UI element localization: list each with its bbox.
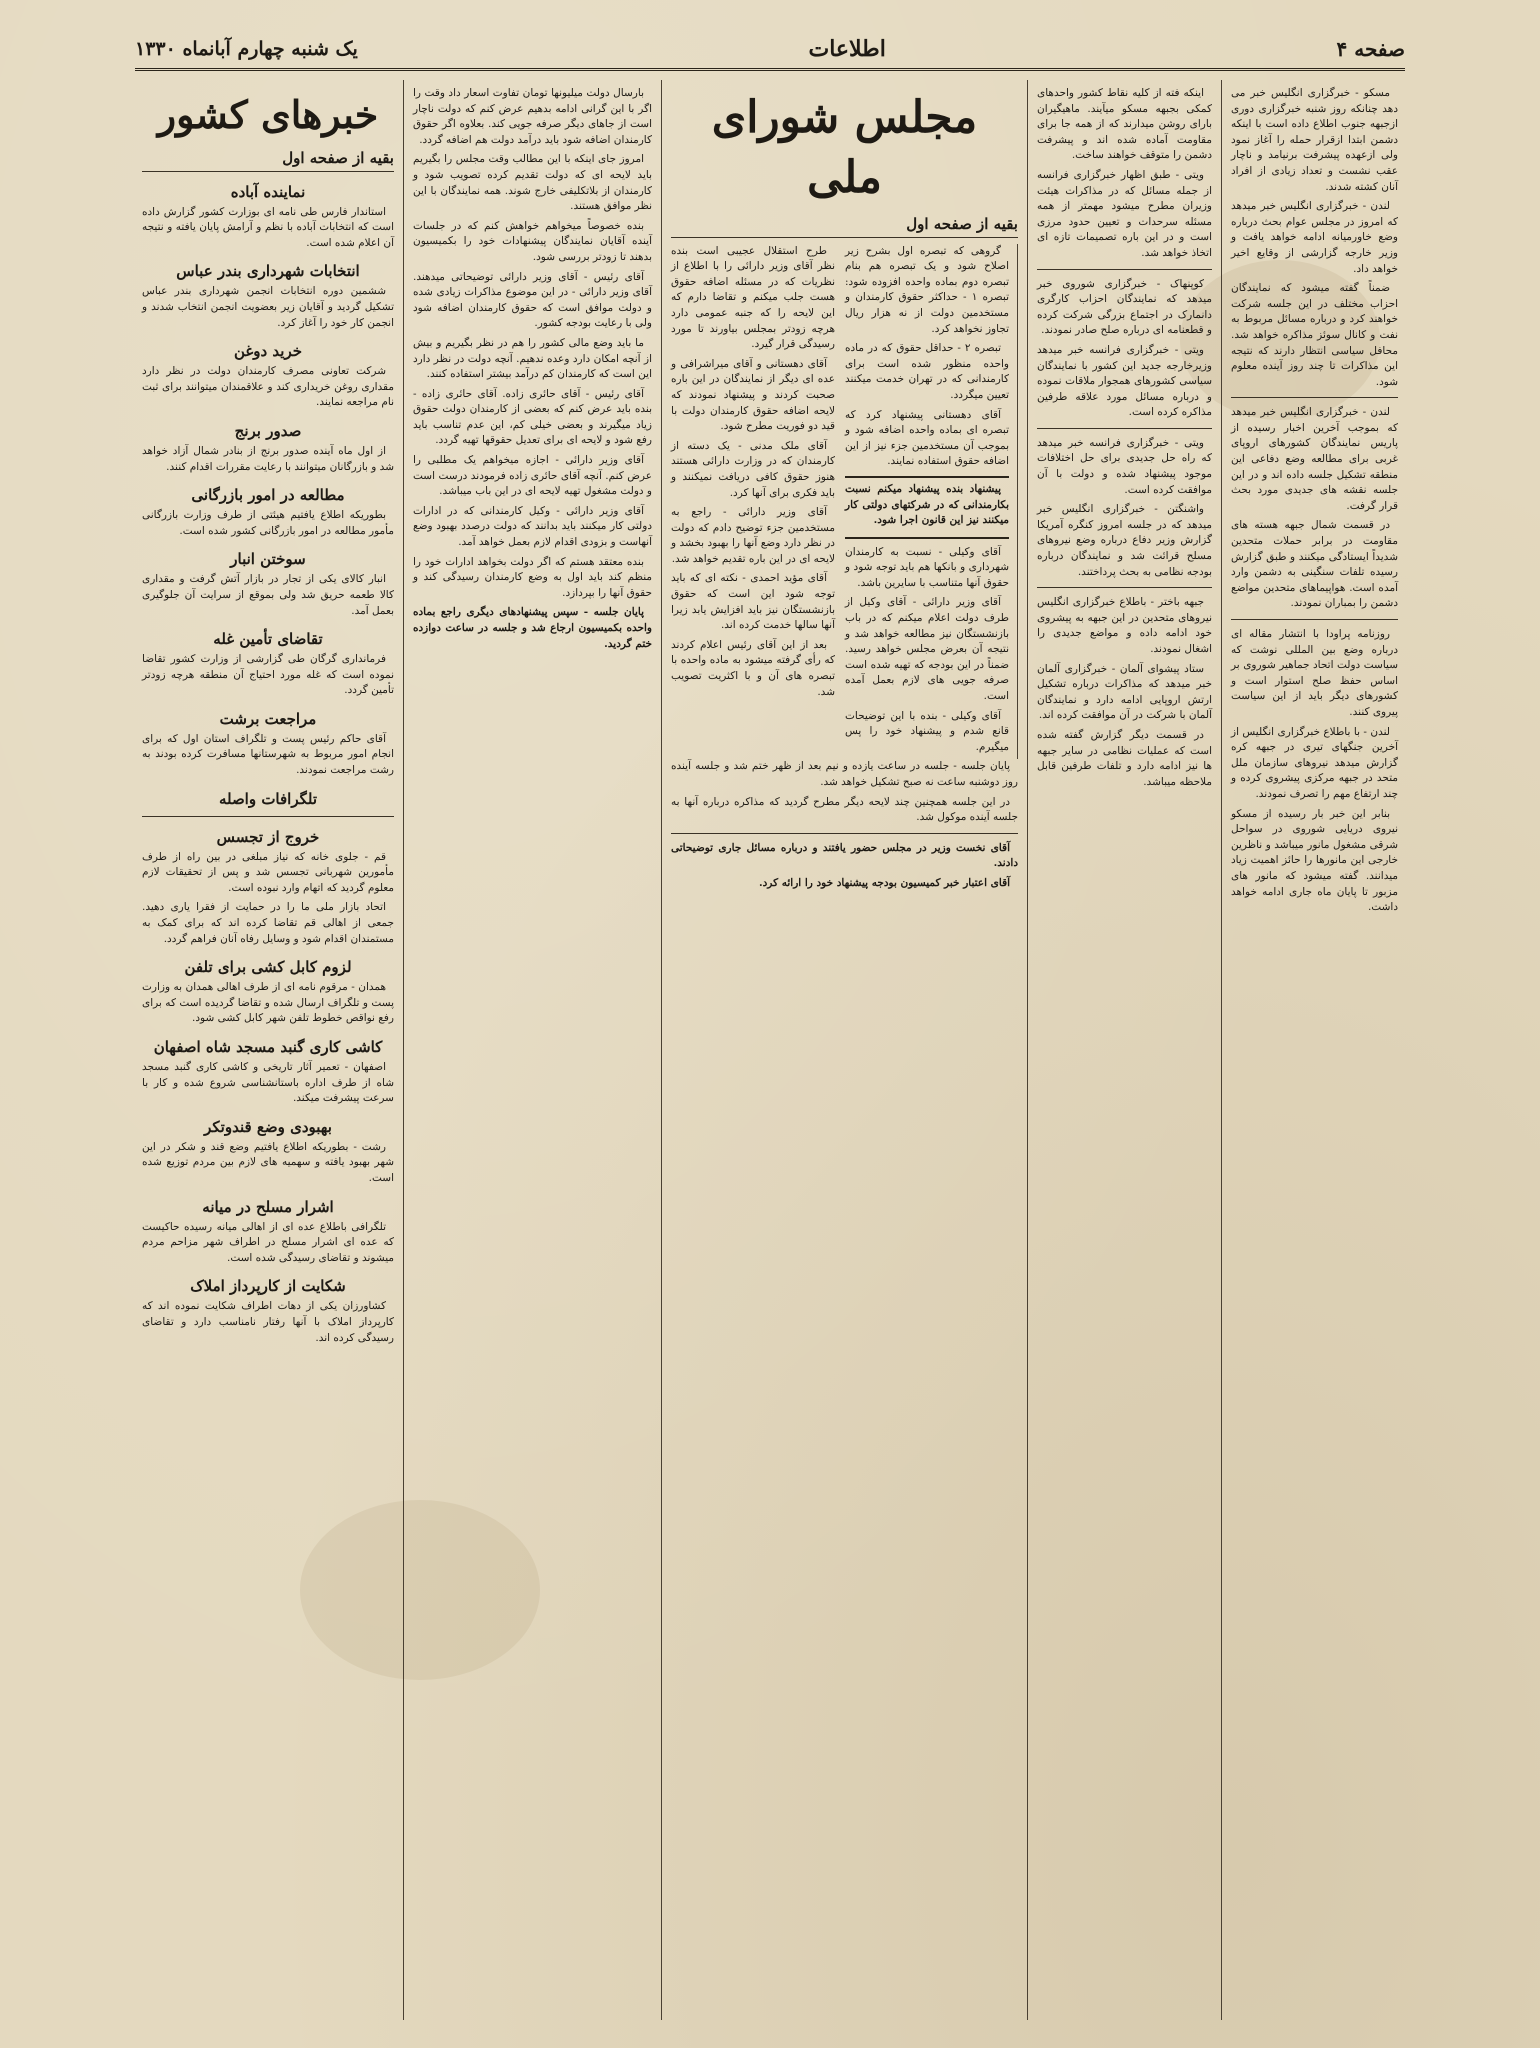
news-paragraph: شرکت تعاونی مصرف کارمندان دولت در نظر دارد مقداری روغن خریداری کند و علاقمندان میتوانند برای ثبت نام مراجعه نمایند. — [142, 365, 394, 409]
article-paragraph: بارسال دولت میلیونها تومان تفاوت اسعار داد وقت را اگر با این گرانی ادامه بدهیم عرض کنم که دولت ناچار است از جاهای دیگر صرفه جویی کند. بعلاوه اگر حقوق کارمندان اضافه شود باید درآمد دولت هم اضافه گردد. — [413, 87, 652, 146]
news-paragraph: کشاورزان یکی از دهات اطراف شکایت نموده اند که کارپرداز املاک با آنها رفتار نامناسب دارد و تقاضای رسیدگی کرده اند. — [142, 1300, 394, 1344]
article-paragraph: لندن - خبرگزاری انگلیس خبر میدهد که امروز در مجلس عوام بحث درباره وضع خاورمیانه ادامه خواهد یافت و وزیر خارجه گزارشی از وقایع اخیر خواهد داد. — [1231, 200, 1398, 275]
article-paragraph: روزنامه پراودا با انتشار مقاله ای درباره وضع بین المللی نوشت که سیاست دولت اتحاد جماهیر شوروی بر اساس حفظ صلح استوار است و کشورهای دیگر باید از این سیاست پیروی کنند. — [1231, 628, 1398, 718]
majlis-subcolumn-right — [671, 244, 835, 760]
news-paragraph: آقای حاکم رئیس پست و تلگراف استان اول که برای انجام امور مربوط به شهرستانها مسافرت کرده بودند به رشت مراجعت نمودند. — [142, 732, 394, 777]
issue-date: یک شنبه چهارم آبانماه ۱۳۳۰ — [135, 38, 358, 60]
majlis-continuation-column — [403, 80, 661, 2020]
article-paragraph: مسکو - خبرگزاری انگلیس خبر می دهد چنانکه روز شنبه خبرگزاری دوری ازجبهه جنوب اطلاع داده است با اینکه دشمن ابتدا ازقرار حمله را آغاز نمود ولی ازعهده پیشرفت برنیامد و ناچار عقب نشست و تعداد زیادی از افراد آنان کشته شدند. — [1231, 87, 1398, 193]
article-paragraph: در این جلسه همچنین چند لایحه دیگر مطرح گردید که مذاکره درباره آنها به جلسه آینده موکول شد. — [671, 795, 1018, 824]
article-paragraph: امروز جای اینکه با این مطالب وقت مجلس را بگیریم باید لایحه ای که دولت تقدیم کرده تصویب شود و کارمندان از بلاتکلیفی خارج شوند. همه نمایندگان با این نظر موافق هستند. — [413, 153, 652, 213]
majlis-subcolumn-left — [845, 244, 1018, 760]
article-paragraph: آقای وکیلی - بنده با این توضیحات قانع شدم و پیشنهاد خود را پس میگیرم. — [845, 709, 1009, 753]
foreign-news-column-2 — [1027, 80, 1221, 2020]
divider — [1037, 428, 1212, 429]
article-paragraph: ستاد پیشوای آلمان - خبرگزاری آلمان خبر میدهد که مذاکرات درباره تشکیل ارتش اروپایی ادامه دارد و نمایندگان آلمان با شرکت در آن موافقت کرده اند. — [1037, 662, 1212, 722]
divider — [671, 833, 1018, 834]
news-heading: مطالعه در امور بازرگانی — [191, 486, 345, 505]
divider — [1037, 587, 1212, 588]
divider — [142, 816, 394, 817]
article-paragraph: آقای وکیلی - نسبت به کارمندان شهرداری و بانکها هم باید توجه شود و حقوق آنها متناسب با سایرین باشد. — [845, 545, 1009, 589]
article-paragraph: پایان جلسه - جلسه در ساعت یازده و نیم بعد از ظهر ختم شد و جلسه آینده روز دوشنبه ساعت نه صبح تشکیل خواهد شد. — [671, 760, 1018, 788]
article-paragraph: اینکه فته از کلیه نقاط کشور واحدهای کمکی بجبهه مسکو میآیند. ماهیگیران بارای روشن میدارند که از همه جا برای مقاومت آماده شده اند و پیشرفت دشمن را متوقف خواهند ساخت. — [1037, 87, 1212, 162]
news-heading: خروج از تجسس — [216, 827, 320, 846]
article-paragraph: ما باید وضع مالی کشور را هم در نظر بگیریم و بیش از آنچه امکان دارد وعده ندهیم. آنچه دولت در نظر دارد این است که کارمندان کم درآمد بیشتر استفاده کنند. — [413, 336, 652, 381]
article-paragraph: واشنگتن - خبرگزاری انگلیس خبر میدهد که در جلسه امروز کنگره آمریکا گزارش وزیر دفاع درباره وضع نیروهای مسلح قرائت شد و نمایندگان درباره بودجه نظامی به بحث پرداختند. — [1037, 503, 1212, 578]
article-paragraph: ضمناً گفته میشود که نمایندگان احزاب مختلف در این جلسه شرکت خواهند کرد و درباره مسائل مربوط به نفت و کانال سوئز مذاکره خواهد شد. محافل سیاسی انتظار دارند که نتیجه این مذاکرات تا چند روز آینده معلوم شود. — [1231, 282, 1398, 388]
article-paragraph: آقای دهستانی و آقای میراشرافی و عده ای دیگر از نمایندگان در این باره صحبت کردند و پیشنهاد نمودند که لایحه اضافه حقوق کارمندان دولت با قید دو فوریت مطرح شود. — [671, 357, 835, 433]
article-paragraph: بنده معتقد هستم که اگر دولت بخواهد ادارات خود را منظم کند باید اول به وضع کارمندان رسیدگی کند و حقوق آنها را بپردازد. — [413, 555, 652, 599]
news-paragraph: تلگرافی باطلاع عده ای از اهالی میانه رسیده حاکیست که عده ای اشرار مسلح در اطراف شهر مزاحم مردم میشوند و تقاضای رسیدگی شده است. — [142, 1220, 394, 1264]
article-paragraph: آقای وزیر دارائی - وکیل کارمندانی که در ادارات دولتی کار میکنند باید بدانند که دولت درصدد بهبود وضع آنهاست و بزودی اقدام لازم بعمل خواهد آمد. — [413, 504, 652, 549]
news-heading: اشرار مسلح در میانه — [202, 1197, 334, 1216]
news-paragraph: اصفهان - تعمیر آثار تاریخی و کاشی کاری گنبد مسجد شاه از طرف اداره باستانشناسی شروع شده و کار با سرعت پیشرفت میکند. — [142, 1061, 394, 1105]
article-paragraph: آقای رئیس - آقای حائری زاده. آقای حائری زاده - بنده باید عرض کنم که بعضی از کارمندان دولت حقوق زیاد میگیرند و بعضی خیلی کم، این عدم تناسب باید رفع شود و لایحه ای برای تعدیل حقوقها تهیه گردد. — [413, 387, 652, 447]
news-paragraph: بطوریکه اطلاع یافتیم هیئتی از طرف وزارت بازرگانی مأمور مطالعه در امور بازرگانی کشور شده است. — [142, 509, 394, 537]
news-paragraph: انبار کالای یکی از تجار در بازار آتش گرفت و مقداری کالا طعمه حریق شد ولی بموقع از سرایت آن جلوگیری بعمل آمد. — [142, 573, 394, 617]
article-paragraph: آقای اعتبار خبر کمیسیون بودجه پیشنهاد خود را ارائه کرد. — [758, 876, 1010, 889]
article-paragraph: بعد از این آقای رئیس اعلام کردند که رأی گرفته میشود به ماده واحده با تبصره های آن و با اکثریت تصویب شد. — [671, 638, 835, 698]
article-paragraph: طرح استقلال عجیبی است بنده نظر آقای وزیر دارائی را با اطلاع از نظریات که در مسئله اضافه حقوق هست جلب میکنم و تقاضا دارم که این لایحه را که جنبه عمومی دارد هرچه زودتر بمجلس بیاورند تا مورد رسیدگی قرار گیرد. — [671, 244, 835, 351]
news-paragraph: قم - جلوی خانه که نیاز مبلغی در بین راه از طرف مأمورین شهربانی تجسس شد و پس از تحقیقات لازم معلوم گردید که اتهام وارد نبوده است. — [142, 850, 394, 894]
continued-from-front: بقیه از صفحه اول — [142, 148, 394, 172]
news-paragraph: استاندار فارس طی نامه ای بوزارت کشور گزارش داده است که انتخابات آباده با نظم و آرامش پایان یافته و نتیجه آن اعلام شده است. — [142, 205, 394, 249]
domestic-news-banner: خبرهای کشور — [157, 92, 379, 137]
article-paragraph: بنده خصوصاً میخواهم خواهش کنم که در جلسات آینده آقایان نمایندگان پیشنهادات خود را بکمیسیون بدهند تا زودتر بررسی شود. — [413, 219, 652, 263]
news-heading: لزوم کابل کشی برای تلفن — [184, 958, 352, 977]
news-heading: شکایت از کارپرداز املاک — [190, 1277, 346, 1296]
foreign-news-column-1 — [1221, 80, 1407, 2020]
news-heading: بهبودی وضع قندوتکر — [204, 1117, 332, 1136]
domestic-news-column — [133, 80, 403, 2020]
article-paragraph: آقای وزیر دارائی - راجع به مستخدمین جزء توضیح دادم که دولت در نظر دارد وضع آنها را بهبود بخشد و لایحه ای در این باره تقدیم خواهد شد. — [671, 506, 835, 565]
article-paragraph: آقای وزیر دارائی - اجازه میخواهم یک مطلبی را عرض کنم. آنچه آقای حائری زاده فرمودند درست است و دولت مشغول تهیه لایحه ای در این باب میباشد. — [413, 454, 652, 498]
article-paragraph: آقای نخست وزیر در مجلس حضور یافتند و درباره مسائل جاری توضیحاتی دادند. — [671, 841, 1018, 870]
article-paragraph: پیشنهاد بنده پیشنهاد میکنم نسبت بکارمندانی که در شرکتهای دولتی کار میکنند نیز این قانون اجرا شود. — [845, 482, 1009, 527]
news-heading: کاشی کاری گنبد مسجد شاه اصفهان — [153, 1038, 383, 1056]
news-paragraph: رشت - بطوریکه اطلاع یافتیم وضع قند و شکر در این شهر بهبود یافته و سهمیه های لازم بین مردم توزیع شده است. — [142, 1140, 394, 1184]
article-paragraph: ویتی - خبرگزاری فرانسه خبر میدهد وزیرخارجه جدید این کشور با نمایندگان سیاسی کشورهای همجوار ملاقات نموده و درباره مسائل مورد علاقه طرفین مذاکره کرده است. — [1037, 343, 1212, 419]
article-paragraph: تبصره ۲ - حداقل حقوق که در ماده واحده منظور شده است برای کارمندانی که در تهران خدمت میکنند تعیین میگردد. — [845, 342, 1009, 401]
article-paragraph: پایان جلسه - سپس پیشنهادهای دیگری راجع بماده واحده بکمیسیون ارجاع شد و جلسه در ساعت دوازده ختم گردید. — [413, 606, 652, 650]
news-paragraph: ششمین دوره انتخابات انجمن شهرداری بندر عباس تشکیل گردید و آقایان زیر بعضویت انجمن انتخاب شدند و انجمن کار خود را آغاز کرد. — [142, 285, 394, 329]
page-number: صفحه ۴ — [1336, 37, 1405, 61]
masthead — [135, 30, 1405, 71]
article-paragraph: ویتی - طبق اظهار خبرگزاری فرانسه از جمله مسائل که در مذاکرات هیئت وزیران مطرح میشود مهمتر از همه مسئله سرحدات و تعیین حدود مرزی است و در این باره تصمیمات تازه ای اتخاذ خواهد شد. — [1037, 168, 1212, 259]
news-heading: نماینده آباده — [230, 182, 306, 201]
article-paragraph: آقای ملک مدنی - یک دسته از کارمندان که در وزارت دارائی هستند هنوز حقوق کافی دریافت نمیکنند و باید فکری برای آنها کرد. — [671, 439, 835, 499]
article-paragraph: کوپنهاک - خبرگزاری شوروی خبر میدهد که نمایندگان احزاب کارگری دانمارک در اجتماع بزرگی شرکت کرده و قطعنامه ای درباره صلح صادر نمودند. — [1037, 277, 1212, 337]
divider — [1231, 397, 1398, 398]
news-paragraph: فرمانداری گرگان طی گزارشی از وزارت کشور تقاضا نموده است که غله مورد احتیاج آن منطقه هرچه زودتر تأمین گردد. — [142, 653, 394, 697]
news-paragraph: از اول ماه آینده صدور برنج از بنادر شمال آزاد خواهد شد و بازرگانان میتوانند با رعایت مقررات اقدام کنند. — [142, 444, 394, 473]
article-paragraph: گروهی که تبصره اول بشرح زیر اصلاح شود و یک تبصره هم بنام تبصره دوم بماده واحده افزوده شود: تبصره ۱ - حداکثر حقوق کارمندان و مستخدمین دولت از نه هزار ریال تجاوز نخواهد کرد. — [845, 244, 1009, 335]
article-paragraph: لندن - خبرگزاری انگلیس خبر میدهد که بموجب آخرین اخبار رسیده از پاریس نمایندگان کشورهای اروپای غربی برای مطالعه وضع دفاعی این منطقه تشکیل جلسه داده اند و در این جلسه نقشه های جدیدی مورد بحث قرار گرفت. — [1231, 406, 1398, 512]
news-heading: تقاضای تأمین غله — [213, 630, 323, 649]
article-paragraph: آقای وزیر دارائی - آقای وکیل از طرف دولت اعلام میکنم که در باب بازنشستگان نیز مطالعه خواهد شد و نتیجه آن بعرض مجلس خواهد رسید. ضمناً در این بودجه که تهیه شده است صرفه جویی های لازم بعمل آمده است. — [845, 596, 1009, 703]
news-heading: مراجعت برشت — [219, 709, 317, 728]
news-heading: سوختن انبار — [230, 550, 306, 569]
divider — [1231, 619, 1398, 620]
article-paragraph: در قسمت دیگر گزارش گفته شده است که عملیات نظامی در سایر جبهه ها نیز ادامه دارد و تلفات طرفین قابل ملاحظه میباشد. — [1037, 728, 1212, 788]
article-paragraph: آقای مؤید احمدی - نکته ای که باید توجه شود این است که حقوق بازنشستگان نیز باید افزایش یابد زیرا آنها سالها خدمت کرده اند. — [671, 572, 835, 632]
article-paragraph: آقای دهستانی پیشنهاد کرد که تبصره ای بماده واحده اضافه شود و بموجب آن مستخدمین جزء نیز از این اضافه حقوق استفاده نمایند. — [845, 408, 1009, 468]
article-paragraph: جبهه باختر - باطلاع خبرگزاری انگلیس نیروهای متحدین در این جبهه به پیشروی خود ادامه داده و مواضع جدیدی را اشغال نمودند. — [1037, 596, 1212, 655]
news-heading: انتخابات شهرداری بندر عباس — [176, 262, 360, 281]
article-paragraph: بنابر این خبر بار رسیده از مسکو نیروی دریایی شوروی در سواحل شرقی مشغول مانور میباشد و ناظرین خارجی این مانورها را حائز اهمیت زیاد میدانند. گفته میشود که مانور های مزبور تا پایان ماه جاری ادامه خواهد داشت. — [1231, 807, 1398, 914]
columns — [133, 80, 1407, 2020]
article-paragraph: لندن - با باطلاع خبرگزاری انگلیس از آخرین جنگهای تیری در جبهه کره گزارش میدهد نیروهای سازمان ملل متحد در جبهه مرکزی پیشروی کرده و چند ارتفاع مهم را تصرف نمودند. — [1231, 725, 1398, 800]
section-heading-telegrams: تلگرافات واصله — [218, 789, 318, 808]
majlis-column — [661, 80, 1027, 2020]
continued-from-front: بقیه از صفحه اول — [671, 214, 1018, 238]
proposal-box — [845, 476, 1009, 539]
news-paragraph: همدان - مرقوم نامه ای از طرف اهالی همدان به وزارت پست و تلگراف ارسال شده و تقاضا گردیده است که برای رفع نواقص خطوط تلفن شهر کابل کشی شود. — [142, 981, 394, 1025]
majlis-banner: مجلس شورای ملی — [711, 92, 978, 203]
article-paragraph: در قسمت شمال جبهه هسته های مقاومت در برابر حملات متحدین شدیداً ایستادگی میکنند و طبق گزارش رسیده تلفات سنگینی به دشمن وارد آمده است. هواپیماهای متحدین مواضع دشمن را بمباران نمودند. — [1231, 519, 1398, 610]
article-paragraph: ویتی - خبرگزاری فرانسه خبر میدهد که راه حل جدیدی برای حل اختلافات موجود پیشنهاد شده و دولت با آن موافقت کرده است. — [1037, 436, 1212, 496]
news-heading: صدور برنج — [234, 421, 302, 440]
majlis-subcolumns — [671, 244, 1018, 760]
divider — [1037, 269, 1212, 270]
article-paragraph: آقای رئیس - آقای وزیر دارائی توضیحاتی میدهند. آقای وزیر دارائی - در این موضوع مذاکرات زیادی شده و دولت موافق است که حقوق کارمندان اضافه شود ولی با رعایت بودجه کشور. — [413, 270, 652, 330]
newspaper-name: اطلاعات — [808, 36, 886, 62]
news-paragraph: اتحاد بازار ملی ما را در حمایت از فقرا یاری دهید. جمعی از اهالی قم تقاضا کرده اند که برای کمک به مستمندان اقدام شود و وسایل رفاه آنان فراهم گردد. — [142, 901, 394, 945]
news-heading: خرید دوغن — [233, 342, 302, 361]
